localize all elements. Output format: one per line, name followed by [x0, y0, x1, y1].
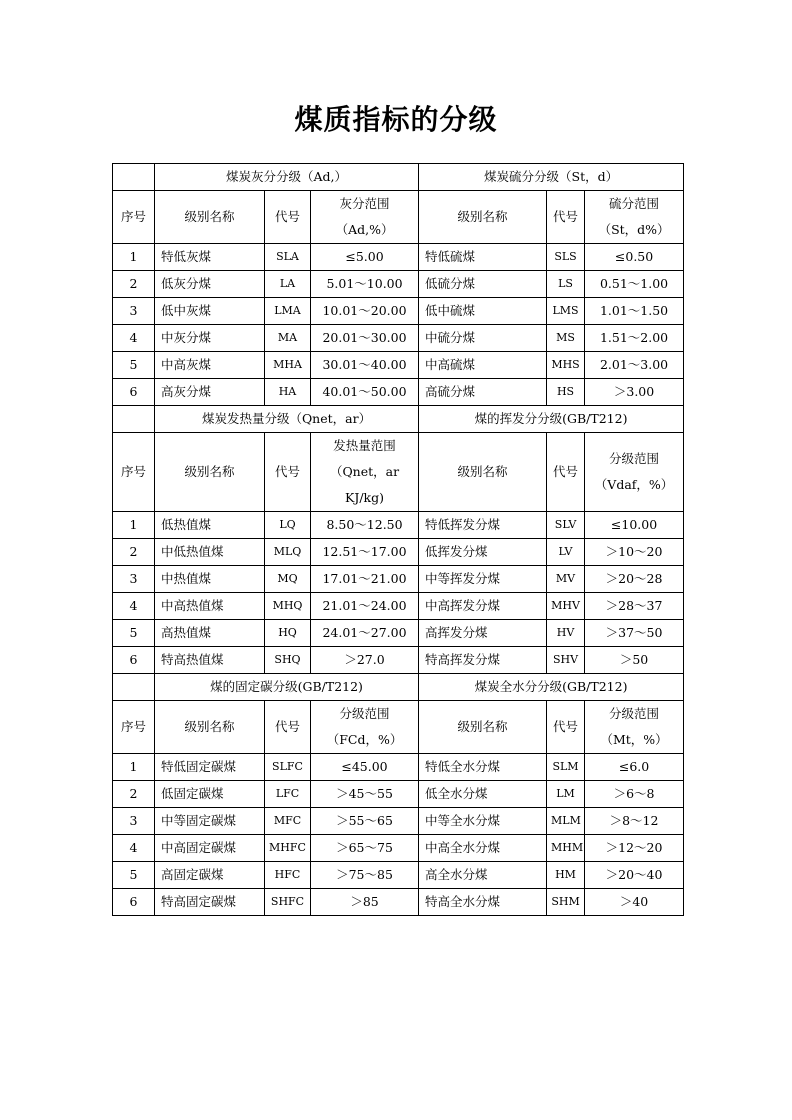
grade-code: HS [547, 379, 585, 406]
grade-code: MFC [265, 808, 311, 835]
table-row [113, 271, 684, 298]
header-grade-name: 级别名称 [155, 701, 265, 754]
grade-code: MHFC [265, 835, 311, 862]
grade-code: MQ [265, 566, 311, 593]
section-title-right: 煤炭全水分分级(GB/T212) [419, 674, 684, 701]
row-number: 3 [113, 298, 155, 325]
row-number: 1 [113, 754, 155, 781]
grade-name: 中灰分煤 [155, 325, 265, 352]
grade-name: 中等全水分煤 [419, 808, 547, 835]
range-header-line: （Ad,%） [335, 222, 394, 237]
header-code: 代号 [547, 433, 585, 512]
grade-code: SLV [547, 512, 585, 539]
grade-name: 特低全水分煤 [419, 754, 547, 781]
grade-code: LM [547, 781, 585, 808]
grade-code: HA [265, 379, 311, 406]
grade-range: 5.01～10.00 [311, 271, 419, 298]
grade-name: 低挥发分煤 [419, 539, 547, 566]
grade-code: LS [547, 271, 585, 298]
range-header-line: （St，d%） [598, 222, 670, 237]
range-header-line: 分级范围 [609, 706, 660, 721]
grade-range: ≤6.0 [585, 754, 684, 781]
grade-name: 低中灰煤 [155, 298, 265, 325]
grade-range: ≤5.00 [311, 244, 419, 271]
row-number: 4 [113, 593, 155, 620]
header-range [311, 191, 419, 244]
grade-code: SLS [547, 244, 585, 271]
grade-name: 中高全水分煤 [419, 835, 547, 862]
column-header-row [113, 701, 684, 754]
table-row [113, 298, 684, 325]
range-header-line: 硫分范围 [609, 196, 660, 211]
grade-range: ＞50 [585, 647, 684, 674]
grade-code: MA [265, 325, 311, 352]
grade-code: SLFC [265, 754, 311, 781]
header-grade-name: 级别名称 [155, 191, 265, 244]
grade-code: MHA [265, 352, 311, 379]
table-row [113, 244, 684, 271]
grade-name: 低硫分煤 [419, 271, 547, 298]
grade-name: 低中硫煤 [419, 298, 547, 325]
grade-code: MHS [547, 352, 585, 379]
grade-code: HV [547, 620, 585, 647]
row-number: 1 [113, 512, 155, 539]
grade-code: MHM [547, 835, 585, 862]
header-code: 代号 [265, 433, 311, 512]
grade-code: LA [265, 271, 311, 298]
grade-range: 30.01～40.00 [311, 352, 419, 379]
grade-name: 中硫分煤 [419, 325, 547, 352]
table-row [113, 593, 684, 620]
grade-code: MHV [547, 593, 585, 620]
table-row [113, 512, 684, 539]
grade-name: 高硫分煤 [419, 379, 547, 406]
table-row [113, 325, 684, 352]
grade-range: ＞12～20 [585, 835, 684, 862]
grade-name: 高挥发分煤 [419, 620, 547, 647]
grade-range: ＞75～85 [311, 862, 419, 889]
grade-range: ＞45～55 [311, 781, 419, 808]
column-header-row [113, 433, 684, 512]
grade-name: 特低固定碳煤 [155, 754, 265, 781]
range-header-line: （Vdaf，%） [594, 477, 674, 492]
header-grade-name: 级别名称 [419, 701, 547, 754]
grade-code: SHFC [265, 889, 311, 916]
grade-name: 低灰分煤 [155, 271, 265, 298]
range-header-line: KJ/kg) [345, 490, 385, 505]
range-header-line: 灰分范围 [339, 196, 390, 211]
grade-name: 高灰分煤 [155, 379, 265, 406]
header-index: 序号 [113, 191, 155, 244]
grade-code: LMA [265, 298, 311, 325]
grade-name: 中高灰煤 [155, 352, 265, 379]
table-row [113, 835, 684, 862]
grade-range: 20.01～30.00 [311, 325, 419, 352]
header-index: 序号 [113, 701, 155, 754]
section-title-right: 煤炭硫分分级（St，d） [419, 164, 684, 191]
grade-range: ＞40 [585, 889, 684, 916]
grade-range: ＞3.00 [585, 379, 684, 406]
grade-code: SHV [547, 647, 585, 674]
section-title-row [113, 164, 684, 191]
table-row [113, 647, 684, 674]
grade-range: ≤0.50 [585, 244, 684, 271]
table-body [113, 164, 684, 916]
grade-code: LFC [265, 781, 311, 808]
grade-range: ＞85 [311, 889, 419, 916]
table-row [113, 754, 684, 781]
range-header-line: 分级范围 [609, 451, 660, 466]
grade-range: 40.01～50.00 [311, 379, 419, 406]
table-row [113, 862, 684, 889]
grade-name: 特高挥发分煤 [419, 647, 547, 674]
grade-range: 21.01～24.00 [311, 593, 419, 620]
grade-range: 1.51～2.00 [585, 325, 684, 352]
section-title-spacer [113, 406, 155, 433]
range-header-line: 发热量范围 [333, 438, 396, 453]
range-header-line: （Mt，%） [600, 732, 668, 747]
range-header-line: 分级范围 [339, 706, 390, 721]
grade-code: SHQ [265, 647, 311, 674]
grade-code: HM [547, 862, 585, 889]
grade-range: 1.01～1.50 [585, 298, 684, 325]
section-title-row [113, 406, 684, 433]
grade-range: ＞55～65 [311, 808, 419, 835]
table-row [113, 808, 684, 835]
grade-code: MS [547, 325, 585, 352]
grade-code: HFC [265, 862, 311, 889]
grade-name: 中高热值煤 [155, 593, 265, 620]
grade-name: 中热值煤 [155, 566, 265, 593]
grade-range: 17.01～21.00 [311, 566, 419, 593]
grade-code: MV [547, 566, 585, 593]
column-header-row [113, 191, 684, 244]
section-title-spacer [113, 164, 155, 191]
grade-name: 高全水分煤 [419, 862, 547, 889]
grade-range: ＞27.0 [311, 647, 419, 674]
header-range [311, 433, 419, 512]
grade-name: 特低挥发分煤 [419, 512, 547, 539]
grade-name: 特低硫煤 [419, 244, 547, 271]
grade-name: 中等固定碳煤 [155, 808, 265, 835]
table-row [113, 379, 684, 406]
table-row [113, 781, 684, 808]
grade-code: MLM [547, 808, 585, 835]
header-range [311, 701, 419, 754]
grade-code: MLQ [265, 539, 311, 566]
table-row [113, 889, 684, 916]
grade-range: 0.51～1.00 [585, 271, 684, 298]
row-number: 5 [113, 352, 155, 379]
row-number: 4 [113, 835, 155, 862]
grade-range: ＞20～28 [585, 566, 684, 593]
grade-range: ≤45.00 [311, 754, 419, 781]
grade-name: 高固定碳煤 [155, 862, 265, 889]
grade-code: SHM [547, 889, 585, 916]
grade-range: ＞65～75 [311, 835, 419, 862]
header-grade-name: 级别名称 [419, 191, 547, 244]
grade-name: 中高硫煤 [419, 352, 547, 379]
header-grade-name: 级别名称 [155, 433, 265, 512]
grade-code: SLM [547, 754, 585, 781]
grade-range: ≤10.00 [585, 512, 684, 539]
grade-name: 特低灰煤 [155, 244, 265, 271]
header-code: 代号 [547, 191, 585, 244]
grade-code: LQ [265, 512, 311, 539]
coal-quality-grading-table [112, 163, 684, 916]
grade-code: LMS [547, 298, 585, 325]
section-title-right: 煤的挥发分分级(GB/T212) [419, 406, 684, 433]
grade-name: 高热值煤 [155, 620, 265, 647]
grade-name: 特高固定碳煤 [155, 889, 265, 916]
row-number: 1 [113, 244, 155, 271]
row-number: 6 [113, 647, 155, 674]
row-number: 4 [113, 325, 155, 352]
grade-name: 低固定碳煤 [155, 781, 265, 808]
table-row [113, 620, 684, 647]
page-title: 煤质指标的分级 [294, 103, 498, 136]
grade-range: 10.01～20.00 [311, 298, 419, 325]
header-index: 序号 [113, 433, 155, 512]
header-code: 代号 [547, 701, 585, 754]
grade-range: ＞37～50 [585, 620, 684, 647]
header-code: 代号 [265, 191, 311, 244]
grade-range: ＞10～20 [585, 539, 684, 566]
row-number: 6 [113, 889, 155, 916]
grade-name: 中低热值煤 [155, 539, 265, 566]
grade-range: 24.01～27.00 [311, 620, 419, 647]
header-range [585, 191, 684, 244]
header-range [585, 701, 684, 754]
grade-code: LV [547, 539, 585, 566]
row-number: 2 [113, 271, 155, 298]
grade-range: ＞20～40 [585, 862, 684, 889]
table-row [113, 352, 684, 379]
grade-code: HQ [265, 620, 311, 647]
header-grade-name: 级别名称 [419, 433, 547, 512]
grade-range: 2.01～3.00 [585, 352, 684, 379]
table-row [113, 566, 684, 593]
grade-name: 中高挥发分煤 [419, 593, 547, 620]
grade-name: 低全水分煤 [419, 781, 547, 808]
row-number: 5 [113, 862, 155, 889]
row-number: 2 [113, 781, 155, 808]
grade-code: SLA [265, 244, 311, 271]
row-number: 6 [113, 379, 155, 406]
grade-range: 12.51～17.00 [311, 539, 419, 566]
grade-name: 中等挥发分煤 [419, 566, 547, 593]
grade-range: 8.50～12.50 [311, 512, 419, 539]
table-row [113, 539, 684, 566]
grade-range: ＞6～8 [585, 781, 684, 808]
grade-name: 特高热值煤 [155, 647, 265, 674]
row-number: 2 [113, 539, 155, 566]
row-number: 3 [113, 808, 155, 835]
grade-code: MHQ [265, 593, 311, 620]
grade-range: ＞8～12 [585, 808, 684, 835]
row-number: 3 [113, 566, 155, 593]
section-title-left: 煤的固定碳分级(GB/T212) [155, 674, 419, 701]
grade-name: 中高固定碳煤 [155, 835, 265, 862]
grade-name: 特高全水分煤 [419, 889, 547, 916]
header-code: 代号 [265, 701, 311, 754]
section-title-spacer [113, 674, 155, 701]
range-header-line: （Qnet，ar [329, 464, 400, 479]
section-title-row [113, 674, 684, 701]
section-title-left: 煤炭灰分分级（Ad,） [155, 164, 419, 191]
section-title-left: 煤炭发热量分级（Qnet，ar） [155, 406, 419, 433]
row-number: 5 [113, 620, 155, 647]
range-header-line: （FCd，%） [326, 732, 403, 747]
grade-range: ＞28～37 [585, 593, 684, 620]
grade-name: 低热值煤 [155, 512, 265, 539]
header-range [585, 433, 684, 512]
